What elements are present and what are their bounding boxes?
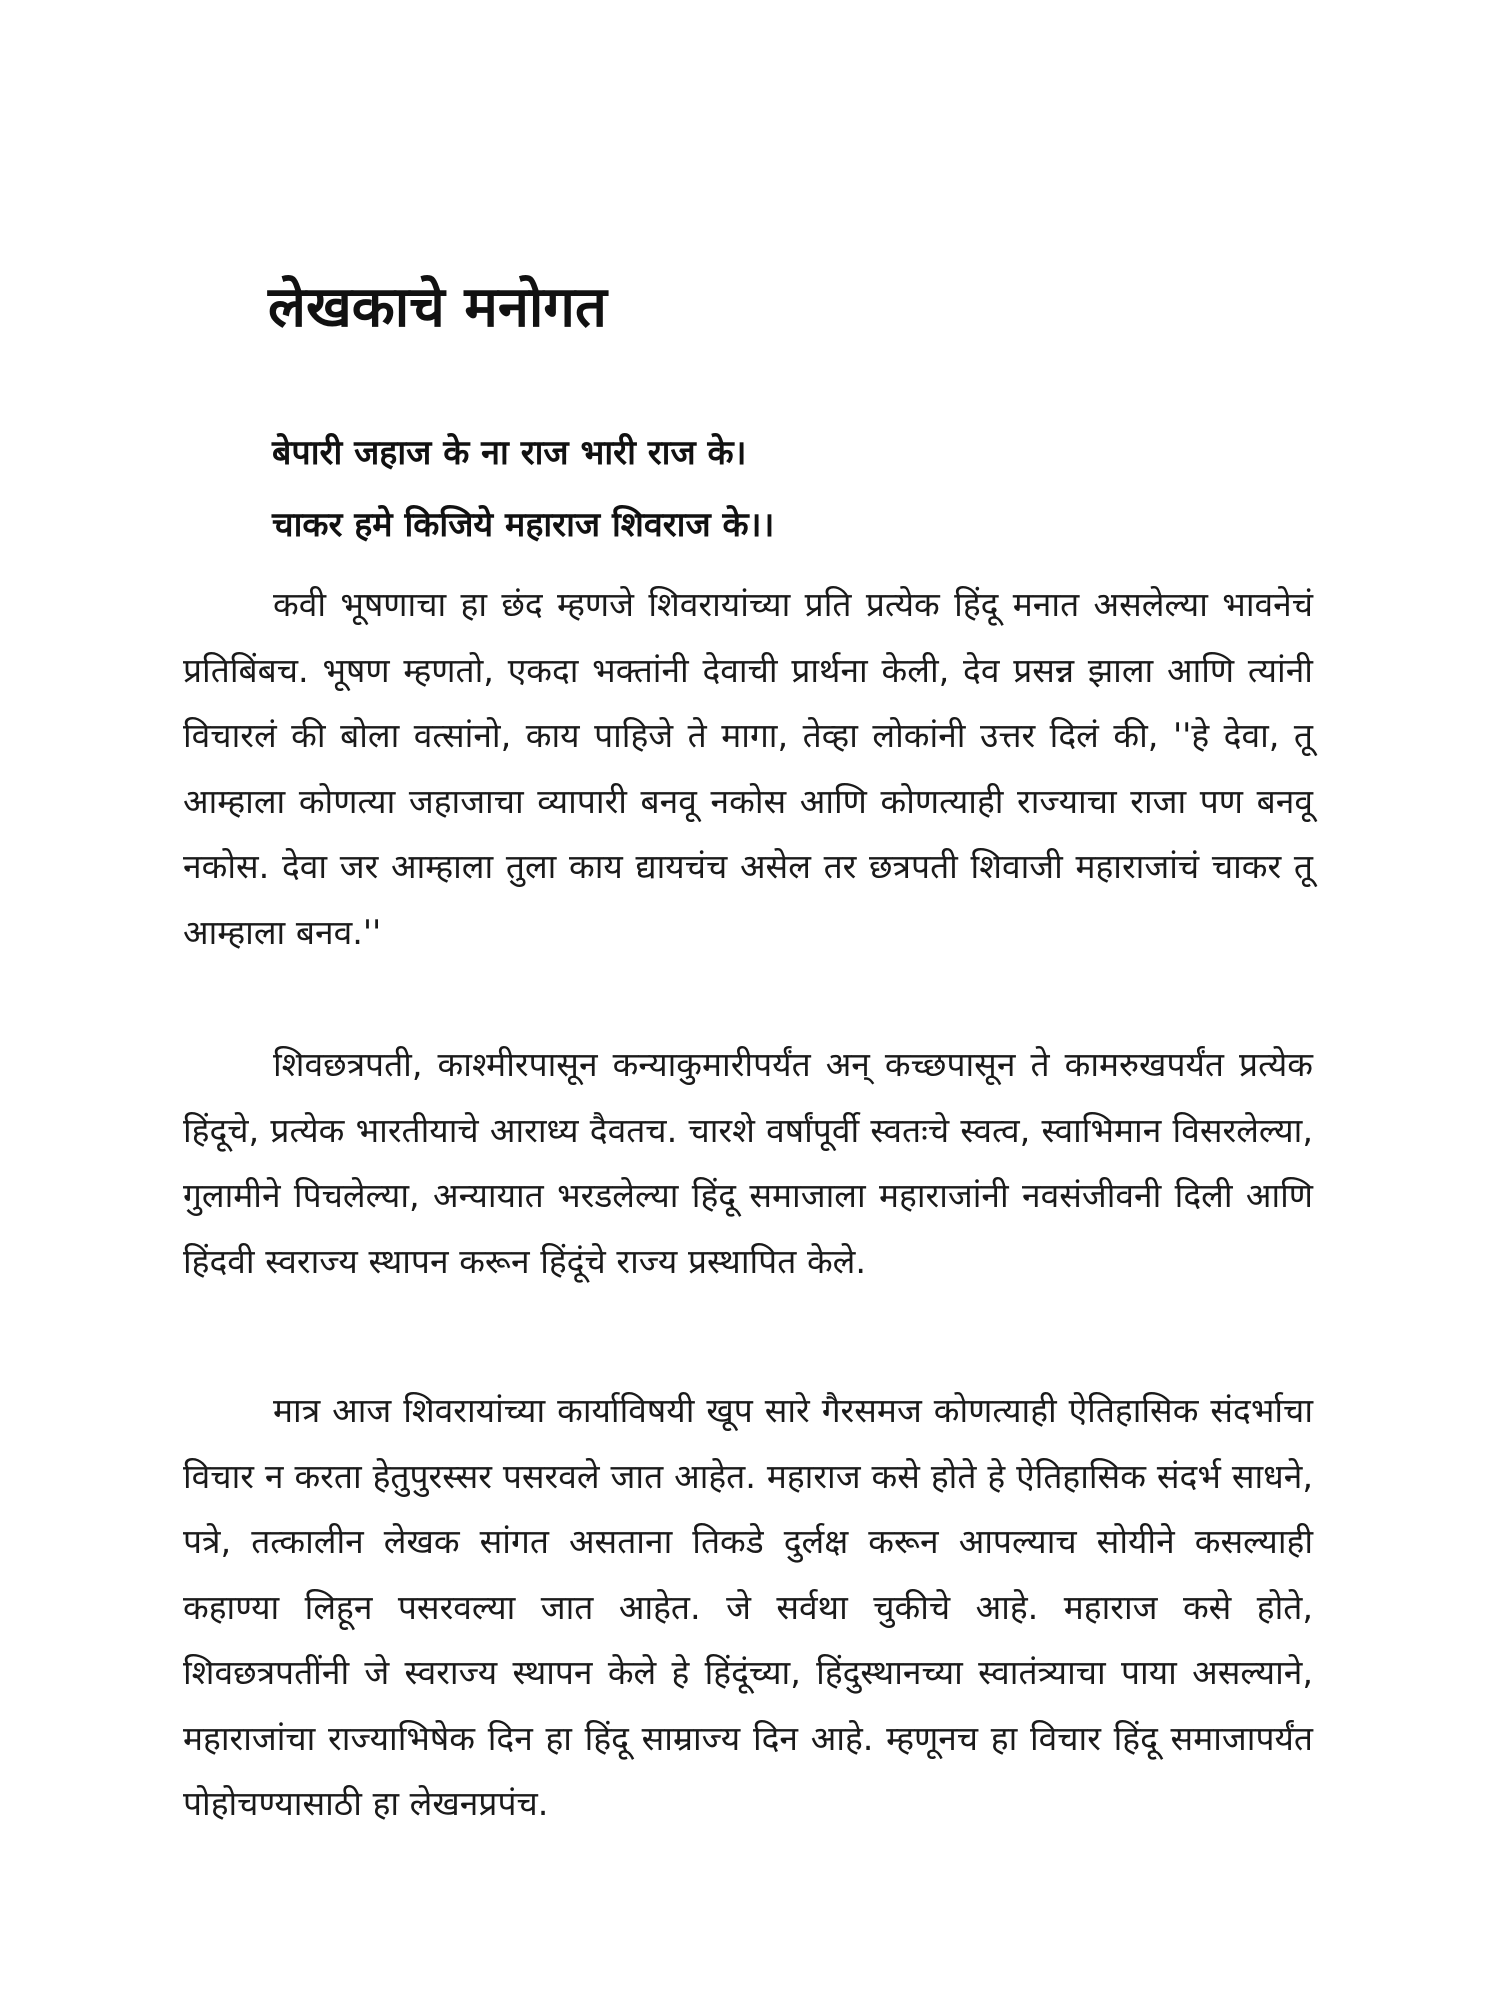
verse-line-2: चाकर हमे किजिये महाराज शिवराज के।। bbox=[272, 505, 775, 545]
body-paragraph-2: शिवछत्रपती, काश्मीरपासून कन्याकुमारीपर्यंत अन् कच्छपासून ते कामरुखपर्यंत प्रत्येक हिंदूचे, प्रत्येक भारतीयाचे आराध्य दैवतच. चारशे वर्षांपूर्वी स्वतःचे स्वत्व, स्वाभिमान विसरलेल्या, गुलामीने पिचलेल्या, अन्यायात भरडलेल्या हिंदू समाजाला महाराजांनी नवसंजीवनी दिली आणि हिंदवी स्वराज्य स्थापन करून हिंदूंचे राज्य प्रस्थापित केले. bbox=[183, 1045, 1313, 1281]
body-paragraph-3: मात्र आज शिवरायांच्या कार्याविषयी खूप सारे गैरसमज कोणत्याही ऐतिहासिक संदर्भाचा विचार न करता हेतुपुरस्सर पसरवले जात आहेत. महाराज कसे होते हे ऐतिहासिक संदर्भ साधने, पत्रे, तत्कालीन लेखक सांगत असताना तिकडे दुर्लक्ष करून आपल्याच सोयीने कसल्याही कहाण्या लिहून पसरवल्या जात आहेत. जे सर्वथा चुकीचे आहे. महाराज कसे होते, शिवछत्रपतींनी जे स्वराज्य स्थापन केले हे हिंदूंच्या, हिंदुस्थानच्या स्वातंत्र्याचा पाया असल्याने, महाराजांचा राज्याभिषेक दिन हा हिंदू साम्राज्य दिन आहे. म्हणूनच हा विचार हिंदू समाजापर्यंत पोहोचण्यासाठी हा लेखनप्रपंच. bbox=[183, 1391, 1313, 1823]
page-title: लेखकाचे मनोगत bbox=[268, 275, 607, 340]
body-paragraph-1: कवी भूषणाचा हा छंद म्हणजे शिवरायांच्या प्रति प्रत्येक हिंदू मनात असलेल्या भावनेचं प्रतिबिंबच. भूषण म्हणतो, एकदा भक्तांनी देवाची प्रार्थना केली, देव प्रसन्न झाला आणि त्यांनी विचारलं की बोला वत्सांनो, काय पाहिजे ते मागा, तेव्हा लोकांनी उत्तर दिलं की, ''हे देवा, तू आम्हाला कोणत्या जहाजाचा व्यापारी बनवू नकोस आणि कोणत्याही राज्याचा राजा पण बनवू नकोस. देवा जर आम्हाला तुला काय द्यायचंच असेल तर छत्रपती शिवाजी महाराजांचं चाकर तू आम्हाला बनव.'' bbox=[183, 585, 1313, 952]
verse-line-1: बेपारी जहाज के ना राज भारी राज के। bbox=[272, 433, 747, 473]
